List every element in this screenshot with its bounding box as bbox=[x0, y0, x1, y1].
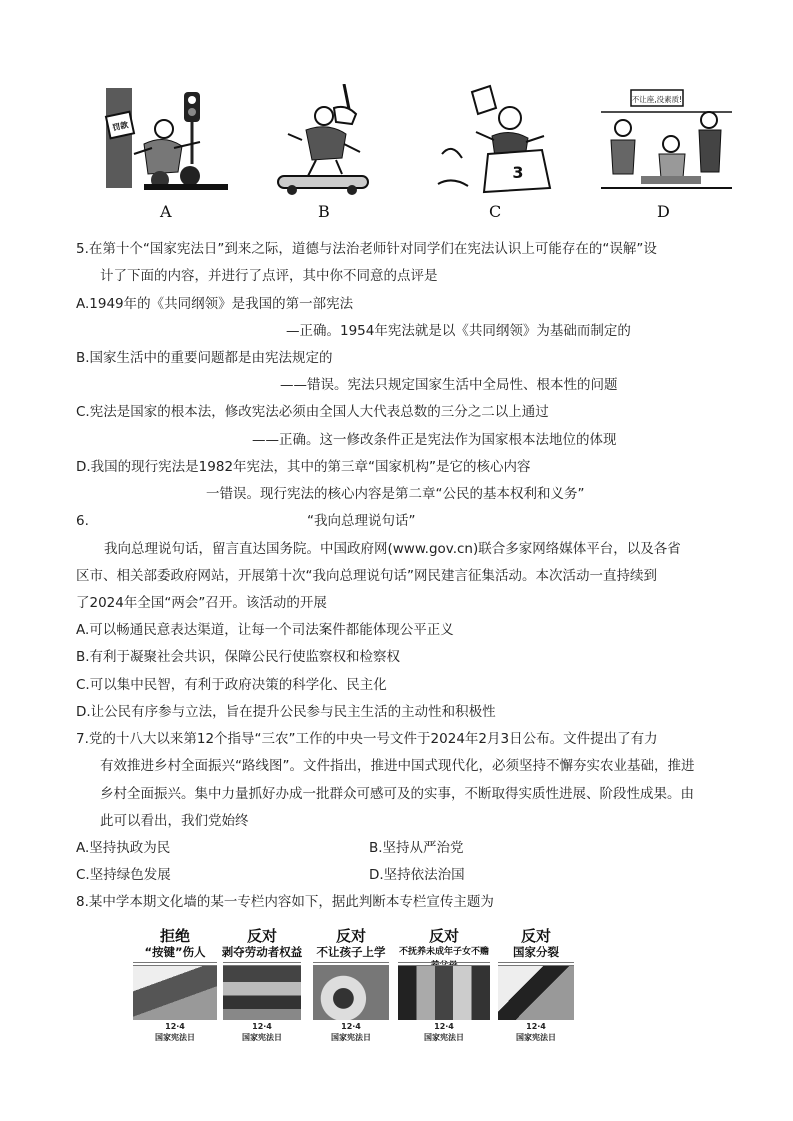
poster-4-subheading: 不抚养未成年子女不赡 bbox=[398, 947, 489, 957]
cartoon-d-drawing bbox=[601, 84, 732, 196]
q7-stem-line2: 有效推进乡村全面振兴“路线图”。文件指出，推进中国式现代化，必须坚持不懈夯实农业基础，推进 bbox=[100, 758, 695, 774]
q6-option-d: D.让公民有序参与立法，旨在提升公民参与民主生活的主动性和积极性 bbox=[76, 704, 496, 720]
poster-3-photo bbox=[313, 966, 389, 1020]
poster-2-subheading: 剥夺劳动者权益 bbox=[221, 945, 303, 959]
q5-option-b-comment: ——错误。宪法只规定国家生活中全局性、根本性的问题 bbox=[280, 377, 618, 393]
cartoon-b-image bbox=[272, 84, 374, 196]
poster-4 bbox=[396, 928, 492, 1046]
poster-5-heading: 反对 bbox=[520, 927, 551, 945]
q5-option-b: B.国家生活中的重要问题都是由宪法规定的 bbox=[76, 350, 333, 366]
poster-1-subheading: “按键”伤人 bbox=[144, 945, 206, 959]
q5-option-d: D.我国的现行宪法是1982年宪法，其中的第三章“国家机构”是它的核心内容 bbox=[76, 459, 531, 475]
q7-option-d: D.坚持依法治国 bbox=[369, 867, 465, 883]
poster-4-date: 12·4 bbox=[434, 1022, 454, 1031]
svg-text:3: 3 bbox=[512, 163, 524, 182]
cartoon-c-image bbox=[432, 84, 560, 196]
q5-stem-line2: 计了下面的内容，并进行了点评，其中你不同意的点评是 bbox=[100, 268, 438, 284]
cartoon-a-caption: 罚款 bbox=[111, 120, 130, 133]
q6-option-c: C.可以集中民智，有利于政府决策的科学化、民主化 bbox=[76, 677, 387, 693]
poster-5 bbox=[496, 928, 576, 1046]
poster-1-heading: 拒绝 bbox=[159, 927, 190, 945]
poster-5-subheading: 国家分裂 bbox=[513, 945, 559, 959]
cartoon-a-drawing bbox=[104, 84, 228, 196]
q5-option-c: C.宪法是国家的根本法，修改宪法必须由全国人大代表总数的三分之二以上通过 bbox=[76, 404, 549, 420]
cartoon-b-label: B bbox=[318, 202, 330, 221]
q5-option-c-comment: ——正确。这一修改条件正是宪法作为国家根本法地位的体现 bbox=[252, 432, 617, 448]
poster-2 bbox=[221, 928, 303, 1046]
poster-1-footer: 国家宪法日 bbox=[155, 1033, 195, 1042]
poster-3-footer: 国家宪法日 bbox=[331, 1033, 371, 1042]
poster-2-footer: 国家宪法日 bbox=[242, 1033, 282, 1042]
poster-3 bbox=[311, 928, 391, 1046]
cartoon-a-label: A bbox=[160, 202, 172, 221]
q6-number: 6. bbox=[76, 513, 89, 529]
poster-1-date: 12·4 bbox=[165, 1022, 185, 1031]
cartoon-c-drawing bbox=[432, 84, 560, 196]
cartoon-c-label: C bbox=[489, 202, 502, 221]
q8-stem: 8.某中学本期文化墙的某一专栏内容如下，据此判断本专栏宣传主题为 bbox=[76, 894, 494, 910]
poster-2-date: 12·4 bbox=[252, 1022, 272, 1031]
poster-3-date: 12·4 bbox=[341, 1022, 361, 1031]
poster-4-heading: 反对 bbox=[428, 927, 459, 945]
q6-paragraph-line1: 我向总理说句话，留言直达国务院。中国政府网(www.gov.cn)联合多家网络媒体平台，以及各省 bbox=[104, 541, 681, 557]
poster-5-date: 12·4 bbox=[526, 1022, 546, 1031]
q6-paragraph-line2: 区市、相关部委政府网站，开展第十次“我向总理说句话”网民建言征集活动。本次活动一直持续到 bbox=[76, 568, 657, 584]
poster-4-footer: 国家宪法日 bbox=[424, 1033, 464, 1042]
poster-5-photo bbox=[498, 966, 574, 1020]
poster-3-heading: 反对 bbox=[335, 927, 366, 945]
q7-option-b: B.坚持从严治党 bbox=[369, 840, 464, 856]
cartoon-b-drawing bbox=[272, 84, 374, 196]
poster-1-photo bbox=[133, 966, 217, 1020]
cartoon-d-label: D bbox=[657, 202, 670, 221]
cartoon-d-image bbox=[601, 84, 732, 196]
q5-option-a-comment: —正确。1954年宪法就是以《共同纲领》为基础而制定的 bbox=[286, 323, 631, 339]
cartoon-a-image bbox=[104, 84, 228, 196]
poster-2-photo bbox=[223, 966, 301, 1020]
cartoon-d-sign: 不让座,没素质! bbox=[631, 95, 683, 104]
q6-option-a: A.可以畅通民意表达渠道，让每一个司法案件都能体现公平正义 bbox=[76, 622, 454, 638]
q7-stem-line1: 7.党的十八大以来第12个指导“三农”工作的中央一号文件于2024年2月3日公布。文件提出了有力 bbox=[76, 731, 658, 747]
q5-option-d-comment: 一错误。现行宪法的核心内容是第二章“公民的基本权利和义务” bbox=[206, 486, 585, 502]
poster-2-heading: 反对 bbox=[246, 927, 277, 945]
q5-stem-line1: 5.在第十个“国家宪法日”到来之际，道德与法治老师针对同学们在宪法认识上可能存在的“误解”设 bbox=[76, 241, 657, 257]
q5-option-a: A.1949年的《共同纲领》是我国的第一部宪法 bbox=[76, 296, 354, 312]
q6-option-b: B.有利于凝聚社会共识，保障公民行使监察权和检察权 bbox=[76, 649, 401, 665]
q7-stem-line3: 乡村全面振兴。集中力量抓好办成一批群众可感可及的实事，不断取得实质性进展、阶段性成果。由 bbox=[100, 786, 694, 802]
poster-1 bbox=[131, 928, 219, 1046]
q7-stem-line4: 此可以看出，我们党始终 bbox=[100, 813, 249, 829]
q7-option-c: C.坚持绿色发展 bbox=[76, 867, 171, 883]
poster-3-subheading: 不让孩子上学 bbox=[316, 945, 386, 959]
poster-5-footer: 国家宪法日 bbox=[516, 1033, 556, 1042]
poster-4-photo bbox=[398, 966, 490, 1020]
q6-paragraph-line3: 了2024年全国“两会”召开。该活动的开展 bbox=[76, 595, 327, 611]
q6-title: “我向总理说句话” bbox=[307, 513, 416, 529]
q7-option-a: A.坚持执政为民 bbox=[76, 840, 171, 856]
